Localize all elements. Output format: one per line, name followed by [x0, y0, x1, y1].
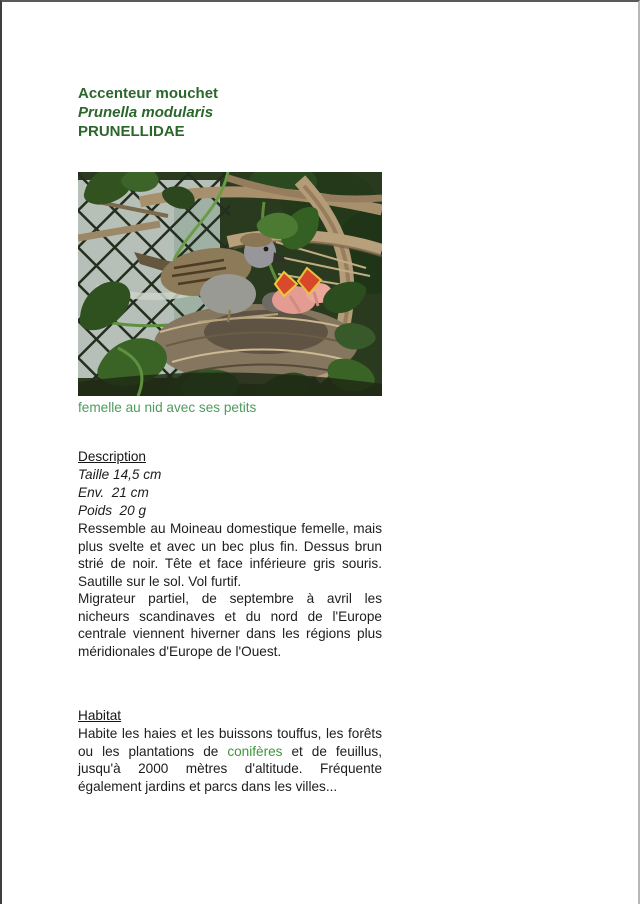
species-common-name: Accenteur mouchet	[78, 85, 219, 102]
habitat-paragraph	[78, 725, 382, 795]
habitat-heading: Habitat	[78, 708, 122, 723]
habitat-section	[78, 707, 382, 795]
description-paragraph-1: Ressemble au Moineau domestique femelle, mais plus svelte et avec un bec plus fin. Dessus brun strié de noir. Tête et face inférieure gris souris. Sautille sur le sol. Vol furtif.	[78, 521, 382, 589]
coniferes-link[interactable]: conifères	[227, 743, 283, 759]
habitat-text-before-link: Habite les haies et les buissons touffus, les forêts ou les plantations de	[78, 726, 382, 759]
species-photo	[78, 172, 382, 396]
habitat-text-after-link: et de feuillus, jusqu'à 2000 mètres d'altitude. Fréquente également jardins et parcs dans les villes...	[78, 743, 382, 794]
species-title-block	[78, 84, 382, 141]
spec-envergure: Env. 21 cm	[78, 485, 149, 500]
spec-poids: Poids 20 g	[78, 503, 147, 518]
content-column	[78, 2, 382, 795]
species-family-name: PRUNELLIDAE	[78, 123, 185, 140]
description-paragraph-2: Migrateur partiel, de septembre à avril les nicheurs scandinaves et du nord de l'Europe centrale viennent hiverner dans les régions plus méridionales d'Europe de l'Ouest.	[78, 591, 382, 659]
photo-caption: femelle au nid avec ses petits	[78, 400, 257, 415]
spec-taille: Taille 14,5 cm	[78, 467, 162, 482]
description-heading: Description	[78, 449, 146, 464]
bird-photo-illustration	[78, 172, 382, 396]
description-section	[78, 448, 382, 660]
species-latin-name: Prunella modularis	[78, 104, 214, 121]
